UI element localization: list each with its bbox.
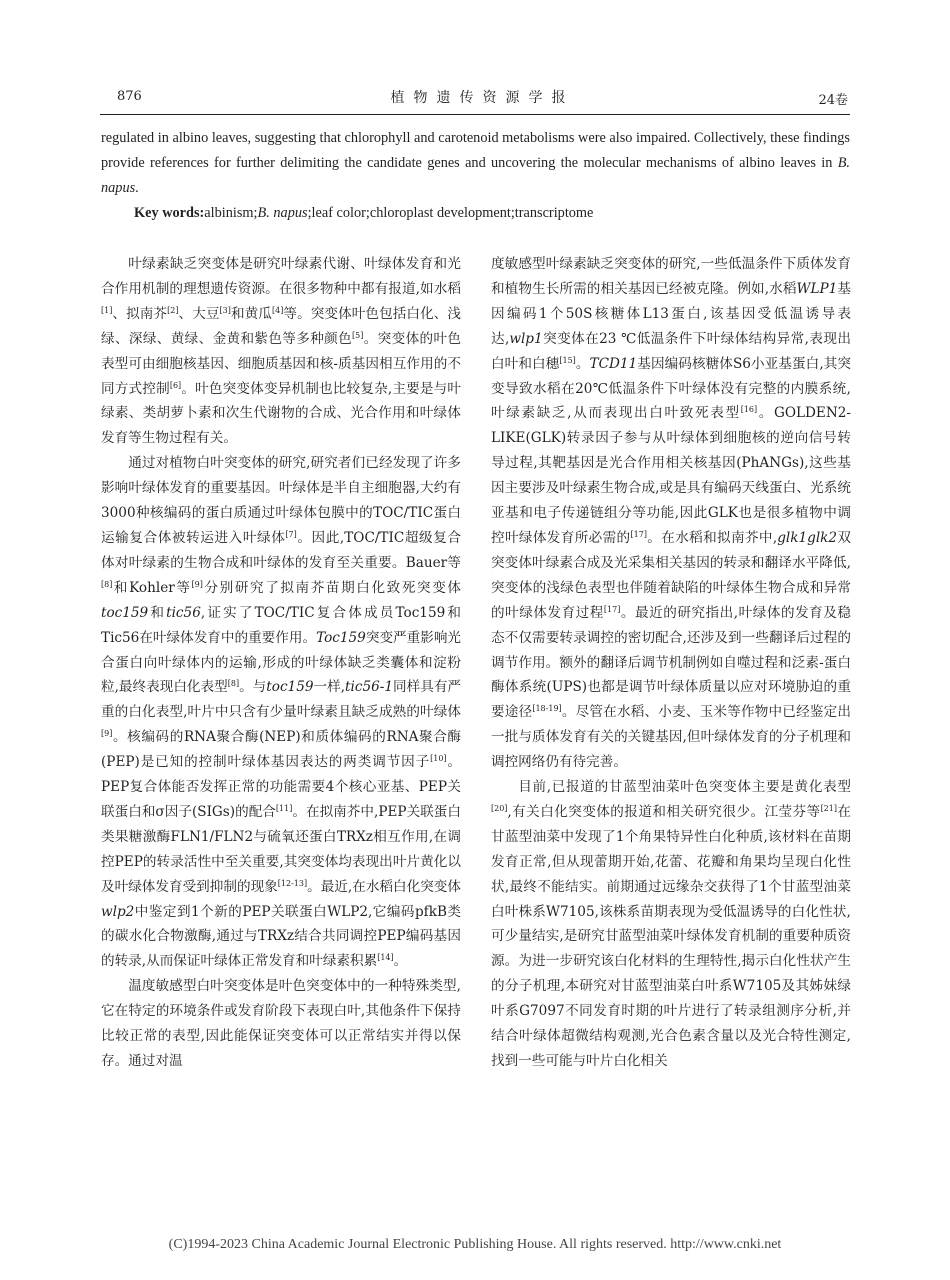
citation[interactable]: [2] — [167, 305, 179, 315]
page-number: 876 — [117, 89, 142, 104]
citation[interactable]: [7] — [285, 529, 297, 539]
citation[interactable]: [8] — [227, 679, 240, 689]
paragraph: 通过对植物白叶突变体的研究,研究者们已经发现了许多影响叶绿体发育的重要基因。叶绿体是半自主细胞器,大约有3000种核编码的蛋白质通过叶绿体包膜中的TOC/TIC蛋白运输复合体被转运进入叶绿体[7]。因此,TOC/TIC超级复合体对叶绿素的生物合成和叶绿体的发育至关重要。Bauer等[8]和Kohler等[9]分别研究了拟南芥苗期白化致死突变体toc159和tic56,证实了TOC/TIC复合体成员Toc159和Tic56在叶绿体发育中的重要作用。Toc159突变严重影响光合蛋白向叶绿体内的运输,形成的叶绿体缺乏类囊体和淀粉粒,最终表现白化表型[8]。与toc159一样,tic56-1同样具有严重的白化表型,叶片中只含有少量叶绿素且缺乏成熟的叶绿体[9]。核编码的RNA聚合酶(NEP)和质体编码的RNA聚合酶(PEP)是已知的控制叶绿体基因表达的两类调节因子[10]。PEP复合体能否发挥正常的功能需要4个核心亚基、PEP关联蛋白和σ因子(SIGs)的配合[11]。在拟南芥中,PEP关联蛋白类果糖激酶FLN1/FLN2与硫氧还蛋白TRXz相互作用,在调控PEP的转录活性中至关重要,其突变体均表现出叶片黄化以及叶绿体发育受到抑制的现象[12-13]。最近,在水稻白化突变体wlp2中鉴定到1个新的PEP关联蛋白WLP2,它编码pfkB类的碳水化合物激酶,通过与TRXz结合共同调控PEP编码基因的转录,从而保证叶绿体正常发育和叶绿素积累[14]。 — [101, 455, 462, 970]
paragraph: 叶绿素缺乏突变体是研究叶绿素代谢、叶绿体发育和光合作用机制的理想遗传资源。在很多物种中都有报道,如水稻[1]、拟南芥[2]、大豆[3]和黄瓜[4]等。突变体叶色包括白化、浅绿、深绿、黄绿、金黄和紫色等多种颜色[5]。突变体的叶色表型可由细胞核基因、细胞质基因和核-质基因相互作用的不同方式控制[6]。叶色突变体变异机制也比较复杂,主要是与叶绿素、类胡萝卜素和次生代谢物的合成、光合作用和叶绿体发育等生物过程有关。 — [101, 256, 462, 447]
paragraph: 度敏感型叶绿素缺乏突变体的研究,一些低温条件下质体发育和植物生长所需的相关基因已经被克隆。例如,水稻WLP1基因编码1个50S核糖体L13蛋白,该基因受低温诱导表达,wlp1突变体在23 ℃低温条件下叶绿体结构异常,表现出白叶和白穗[15]。TCD11基因编码核糖体S6小亚基蛋白,其突变导致水稻在20℃低温条件下叶绿体没有完整的内膜系统,叶绿素缺乏,从而表现出白叶致死表型[16]。GOLDEN2-LIKE(GLK)转录因子参与从叶绿体到细胞核的逆向信号转导过程,其靶基因是光合作用相关核基因(PhANGs),这些基因主要涉及叶绿素生物合成,或是具有编码天线蛋白、光系统亚基和电子传递链组分等功能,因此GLK也是很多植物中调控叶绿体发育所必需的[17]。在水稻和拟南芥中,glk1glk2双突变体叶绿素合成及光采集相关基因的转录和翻译水平降低,突变体的浅绿色表型也伴随着缺陷的叶绿体生物合成和异常的叶绿体发育过程[17]。最近的研究指出,叶绿体的发育及稳态不仅需要转录调控的密切配合,还涉及到一些翻译后过程的调节作用。额外的翻译后调节机制例如自噬过程和泛素-蛋白酶体系统(UPS)也都是调节叶绿体质量以应对环境胁迫的重要途径[18-19]。尽管在水稻、小麦、玉米等作物中已经鉴定出一批与质体发育有关的关键基因,但叶绿体发育的分子机理和调控网络仍有待完善。 — [491, 256, 852, 771]
right-column — [491, 252, 851, 1074]
abstract-text-main: regulated in albino leaves, suggesting that chlorophyll and carotenoid metabolisms were also impaired. Collectively, these findings provide references for further delimiting the candidate genes and uncovering the molecular mechanisms of albino leaves in — [101, 130, 850, 171]
paragraph: 温度敏感型白叶突变体是叶色突变体中的一种特殊类型,它在特定的环境条件或发育阶段下表现白叶,其他条件下保持比较正常的表型,因此能保证突变体可以正常结实并得以保存。通过对温 — [101, 978, 461, 1069]
citation[interactable]: [17] — [630, 529, 647, 539]
keyword-2: B. napus — [257, 205, 308, 221]
gene-name: glk1glk2 — [777, 529, 838, 546]
citation[interactable]: [21] — [820, 803, 837, 813]
abstract-continuation — [101, 126, 850, 201]
volume-label: 24卷 — [818, 93, 848, 108]
gene-name: toc159 — [101, 604, 149, 621]
citation[interactable]: [11] — [275, 803, 293, 813]
gene-name: Toc159 — [316, 629, 366, 646]
gene-name: tic56-1 — [345, 679, 394, 696]
citation[interactable]: [12-13] — [277, 878, 308, 888]
keywords — [134, 201, 854, 226]
citation[interactable]: [20] — [491, 803, 508, 813]
citation[interactable]: [9] — [101, 729, 113, 739]
citation[interactable]: [4] — [271, 305, 284, 315]
citation[interactable]: [10] — [430, 754, 447, 764]
citation[interactable]: [14] — [377, 953, 394, 963]
gene-name: WLP1 — [796, 280, 838, 297]
citation[interactable]: [16] — [740, 405, 758, 415]
paragraph: 目前,已报道的甘蓝型油菜叶色突变体主要是黄化表型[20],有关白化突变体的报道和相关研究很少。江莹芬等[21]在甘蓝型油菜中发现了1个角果特异性白化种质,该材料在苗期发育正常,但从现蕾期开始,花蕾、花瓣和角果均呈现白化性状,最终不能结实。前期通过远缘杂交获得了1个甘蓝型油菜白叶株系W7105,该株系苗期表现为受低温诱导的白化性状,可少量结实,是研究甘蓝型油菜叶绿体发育机制的重要种质资源。为进一步研究该白化材料的生理特性,揭示白化性状产生的分子机理,本研究对甘蓝型油菜白叶系W7105及其姊妹绿叶系G7097不同发育时期的叶片进行了转录组测序分析,并结合叶绿体超微结构观测,光合色素含量以及光合特性测定,找到一些可能与叶片白化相关 — [491, 779, 852, 1069]
abstract-text — [101, 126, 850, 201]
keywords-label: Key words: — [134, 205, 205, 221]
gene-name: wlp1 — [509, 330, 543, 347]
citation[interactable]: [1] — [101, 305, 113, 315]
keyword-1: albinism; — [204, 205, 258, 221]
citation[interactable]: [9] — [191, 579, 203, 589]
gene-name: TCD11 — [589, 355, 638, 372]
citation[interactable]: [5] — [352, 330, 364, 340]
citation[interactable]: [8] — [101, 579, 113, 589]
citation[interactable]: [3] — [219, 305, 231, 315]
citation[interactable]: [15] — [559, 355, 576, 365]
gene-name: wlp2 — [101, 903, 135, 920]
gene-name: toc159 — [266, 679, 314, 696]
header-rule — [100, 114, 850, 115]
citation[interactable]: [17] — [603, 604, 621, 614]
copyright-footer: (C)1994-2023 China Academic Journal Electronic Publishing House. All rights reserved. http://www.cnki.net — [168, 1237, 782, 1252]
citation[interactable]: [6] — [169, 380, 182, 390]
running-header — [117, 86, 848, 108]
abstract-species: B. napus — [101, 155, 850, 196]
abstract-text-end: . — [135, 180, 139, 196]
journal-title: 植物遗传资源学报 — [390, 90, 575, 106]
keyword-rest: ;leaf color;chloroplast development;transcriptome — [307, 205, 594, 221]
citation[interactable]: [18-19] — [532, 704, 562, 714]
gene-name: tic56 — [166, 604, 201, 621]
left-column — [101, 252, 461, 1074]
